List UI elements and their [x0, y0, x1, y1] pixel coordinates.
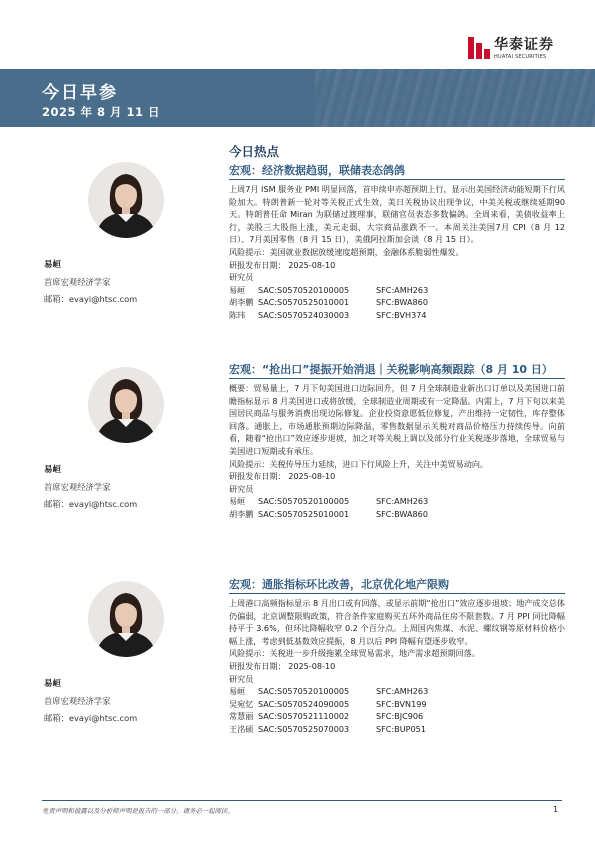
author-card: [44, 162, 204, 305]
section-title: 今日热点: [229, 144, 280, 159]
news-item-title[interactable]: 宏观：“抢出口”提振开始消退｜关税影响高频跟踪（8 月 10 日）: [229, 362, 565, 379]
footer-divider: [42, 800, 562, 801]
author-email[interactable]: 邮箱：evayi@htsc.com: [44, 713, 138, 723]
researcher-sfc: SFC:BUP051: [376, 723, 426, 734]
researcher-sfc: SFC:BJC906: [376, 711, 424, 722]
researcher-sac: SAC:S0570525010001: [258, 508, 350, 519]
author-photo: [88, 367, 164, 443]
brand-name-cn: 华泰证券: [494, 37, 554, 53]
author-role: 首席宏观经济学家: [44, 482, 111, 492]
researcher-name: 吴宛忆: [229, 698, 254, 709]
researcher-name: 王洺硕: [229, 723, 254, 734]
researcher-name: 易峘: [229, 496, 246, 507]
researcher-name: 胡李鹏: [229, 508, 254, 519]
researcher-sac: SAC:S0570520100005: [258, 686, 350, 697]
news-item-body: 上周7月 ISM 服务业 PMI 明显回落，首申续申亦超预期上行，显示出美国经济动能短期下行风险加大。特朗普新一轮对等关税正式生效，美日关税协议出现争议，中美关税或继续延期90天。特朗普任命 Miran 为联储过渡理事，联储官员表态多数偏鸽。全周来看，美债收益率上行，美股三大股指上涨，美元走弱，大宗商品涨跌不一。本周关注美国7月 CPI（8 月 12 日）、7月美国零售（8 月 15 日），美俄阿拉斯加会谈（8 月 15 日）。: [229, 184, 565, 245]
author-email[interactable]: 邮箱：evayi@htsc.com: [44, 499, 138, 509]
huatai-logo-icon: [468, 37, 490, 59]
researcher-sac: SAC:S0570520100005: [258, 284, 350, 295]
researcher-row: [229, 284, 565, 297]
researcher-name: 胡李鹏: [229, 297, 254, 308]
news-item: [229, 577, 565, 736]
researcher-sac: SAC:S0570525010001: [258, 297, 350, 308]
researcher-sac: SAC:S0570525070003: [258, 723, 350, 734]
researcher-row: [229, 495, 565, 508]
researcher-row: [229, 710, 565, 723]
researchers-label: 研究员: [229, 673, 254, 684]
author-photo: [88, 162, 164, 238]
risk-note: 风险提示：美国就业数据放缓速度超预期，金融体系脆弱性爆发。: [229, 246, 464, 257]
risk-note: 风险提示：关税进一步升级拖累全球贸易需求，地产需求超预期回落。: [229, 648, 480, 659]
researcher-sfc: SFC:AMH263: [376, 686, 429, 697]
risk-note: 风险提示：关税传导压力延续，进口下行风险上升，关注中美贸易动向。: [229, 458, 489, 469]
author-role: 首席宏观经济学家: [44, 696, 111, 706]
author-photo: [88, 581, 164, 657]
page-number: 1: [553, 805, 559, 814]
news-item-title[interactable]: 宏观：经济数据趋弱，联储表态鸽鸽: [229, 163, 565, 180]
researcher-row: [229, 698, 565, 711]
researcher-sac: SAC:S0570521110002: [258, 711, 350, 722]
report-date: 2025 年 8 月 11 日: [42, 105, 161, 119]
header-banner: [0, 69, 595, 127]
publish-date: 研报发布日期： 2025-08-10: [229, 471, 336, 482]
author-email[interactable]: 邮箱：evayi@htsc.com: [44, 294, 138, 304]
researcher-row: [229, 309, 565, 322]
author-name: 易峘: [44, 679, 62, 689]
author-card: [44, 581, 204, 724]
researcher-sfc: SFC:BVH374: [376, 309, 427, 320]
researcher-name: 常慧丽: [229, 711, 254, 722]
news-item-body: 上周港口高频指标显示 8 月出口或有回落，或显示前期“抢出口”效应逐步退坡；地产成交总体仍偏弱，北京调整限购政策，符合条件家庭购买五环外商品住房不限套数。7 月 PPI 同比降幅持平于 3.6%，但环比降幅收窄 0.2 个百分点。上周国内焦煤、水泥、螺纹钢等原材料价格小幅上涨，考虑到低基数效应提振，8 月以后 PPI 降幅有望逐步收窄。: [229, 598, 565, 646]
researcher-row: [229, 685, 565, 698]
researcher-sfc: SFC:AMH263: [376, 496, 429, 507]
researchers-label: 研究员: [229, 272, 254, 283]
publish-date: 研报发布日期： 2025-08-10: [229, 660, 336, 671]
author-name: 易峘: [44, 260, 62, 270]
news-item: [229, 163, 565, 322]
author-name: 易峘: [44, 465, 62, 475]
researcher-sfc: SFC:BWA860: [376, 508, 428, 519]
researcher-sfc: SFC:AMH263: [376, 284, 429, 295]
banner-decoration: [315, 69, 595, 127]
news-item: [229, 362, 565, 521]
researcher-row: [229, 508, 565, 521]
researcher-row: [229, 723, 565, 736]
brand-logo: [468, 37, 554, 60]
researcher-sac: SAC:S0570524030003: [258, 309, 350, 320]
researcher-row: [229, 296, 565, 309]
news-item-title[interactable]: 宏观：通胀指标环比改善，北京优化地产限购: [229, 577, 565, 594]
researcher-sac: SAC:S0570524090005: [258, 698, 350, 709]
publish-date: 研报发布日期： 2025-08-10: [229, 259, 336, 270]
researcher-name: 易峘: [229, 284, 246, 295]
brand-name-en: HUATAI SECURITIES: [494, 54, 547, 60]
author-role: 首席宏观经济学家: [44, 277, 111, 287]
researcher-sfc: SFC:BWA860: [376, 297, 428, 308]
researchers-label: 研究员: [229, 483, 254, 494]
researcher-sac: SAC:S0570520100005: [258, 496, 350, 507]
news-item-body: 概要：贸易量上，7 月下旬美国进口边际回升，但 7 月全球制造业新出口订单以及美国进口前瞻指标显示 8 月美国进口或将放缓，全球制造业周期或有一定降温。内需上，7 月下旬以来美国居民商品与服务消费出现边际修复。企业投资意愿低位修复，产出维持一定韧性，库存整体回落。通胀上，市场通胀预期边际降温，零售数据显示关税对商品价格压力持续传导。向前看，随着“抢出口”效应逐步退坡，加之对等关税上调以及部分行业关税逐步落地，全球贸易与美国进口短期或有承压。: [229, 383, 565, 456]
researcher-sfc: SFC:BVN199: [376, 698, 427, 709]
footer-disclaimer: 免责声明和披露以及分析师声明是报告的一部分，请务必一起阅读。: [42, 807, 234, 815]
researcher-name: 陈玮: [229, 309, 246, 320]
author-card: [44, 367, 204, 510]
researcher-name: 易峘: [229, 686, 246, 697]
page-title: 今日早参: [42, 83, 118, 103]
